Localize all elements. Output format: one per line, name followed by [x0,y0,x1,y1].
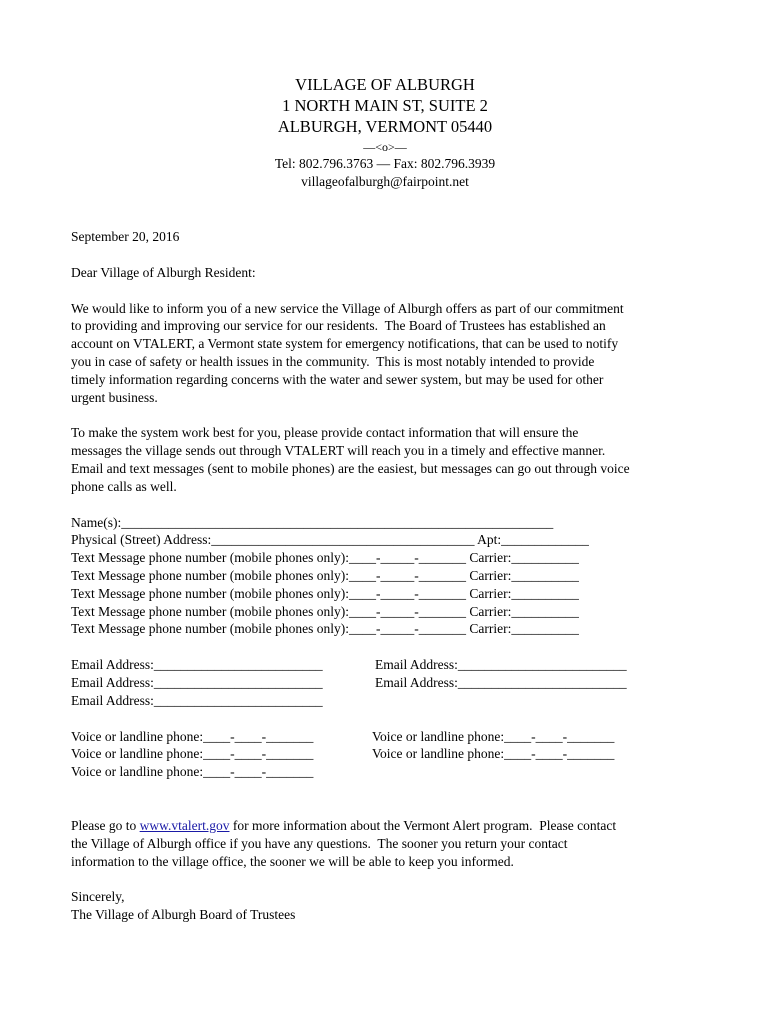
paragraph-line: To make the system work best for you, please provide contact information that will ensure the [71,425,579,441]
email-row [71,674,711,692]
voice-phone-field[interactable]: Voice or landline phone:____-____-_______ [71,728,314,744]
voice-phone-field[interactable]: Voice or landline phone:____-____-_______ [372,746,615,762]
text-phone-field[interactable]: Text Message phone number (mobile phones only):____-_____-_______ Carrier:__________ [71,567,579,583]
text-phone-field[interactable]: Text Message phone number (mobile phones only):____-_____-_______ Carrier:__________ [71,585,579,601]
contact-email: villageofalburgh@fairpoint.net [301,174,469,189]
text-phone-field[interactable]: Text Message phone number (mobile phones only):____-_____-_______ Carrier:__________ [71,603,579,619]
paragraph-line: We would like to inform you of a new service the Village of Alburgh offers as part of our commitment [71,300,624,316]
voice-row [71,728,711,746]
text-phone-field[interactable]: Text Message phone number (mobile phones only):____-_____-_______ Carrier:__________ [71,621,579,637]
paragraph-line: urgent business. [71,389,158,405]
header-divider: —<o>— [363,140,407,154]
paragraph-line: information to the village office, the sooner we will be able to keep you informed. [71,853,514,869]
letterhead [0,74,770,191]
paragraph-line: the Village of Alburgh office if you have any questions. The sooner you return your contact [71,835,568,851]
closing-after-link: for more information about the Vermont Alert program. Please contact [229,817,617,833]
email-field[interactable]: Email Address:_________________________ [71,674,323,690]
paragraph-line [71,817,711,835]
email-field[interactable]: Email Address:_________________________ [71,657,323,673]
address-line-2: ALBURGH, VERMONT 05440 [277,117,493,136]
email-field[interactable]: Email Address:_________________________ [71,692,323,708]
names-field[interactable]: Name(s):________________________________________________________________ [71,514,554,530]
paragraph-intro [71,300,711,407]
paragraph-line: phone calls as well. [71,478,177,494]
address-field[interactable]: Physical (Street) Address:_______________________________________ Apt:_____________ [71,532,589,548]
paragraph-closing [71,817,711,870]
paragraph-line: messages the village sends out through VTALERT will reach you in a timely and effective manner. [71,443,606,459]
voice-row [71,763,711,781]
closing-before-link: Please go to [71,817,140,833]
paragraph-line: you in case of safety or health issues in the community. This is most notably intended to provide [71,353,595,369]
salutation: Dear Village of Alburgh Resident: [71,264,256,280]
email-row [71,656,711,674]
paragraph-line: Email and text messages (sent to mobile phones) are the easiest, but messages can go out through voice [71,460,630,476]
signoff: Sincerely, [71,889,125,905]
voice-row [71,745,711,763]
paragraph-instructions [71,424,711,495]
vtalert-link[interactable]: www.vtalert.gov [139,817,230,833]
paragraph-line: timely information regarding concerns with the water and sewer system, but may be used for other [71,371,604,387]
email-row [71,692,711,710]
voice-phone-field[interactable]: Voice or landline phone:____-____-_______ [71,746,314,762]
org-name: VILLAGE OF ALBURGH [295,75,475,94]
address-line-1: 1 NORTH MAIN ST, SUITE 2 [282,96,488,115]
voice-phone-field[interactable]: Voice or landline phone:____-____-_______ [372,728,615,744]
contact-form [71,514,711,781]
email-field[interactable]: Email Address:_________________________ [375,674,627,690]
paragraph-line: account on VTALERT, a Vermont state system for emergency notifications, that can be used to notify [71,336,619,352]
voice-phone-field[interactable]: Voice or landline phone:____-____-_______ [71,764,314,780]
phone-fax: Tel: 802.796.3763 — Fax: 802.796.3939 [274,156,496,171]
paragraph-line: to providing and improving our service for our residents. The Board of Trustees has established an [71,318,606,334]
text-phone-field[interactable]: Text Message phone number (mobile phones only):____-_____-_______ Carrier:__________ [71,550,579,566]
letter-date: September 20, 2016 [71,229,180,244]
signature: The Village of Alburgh Board of Trustees [71,907,296,923]
letter-body [71,228,711,924]
email-field[interactable]: Email Address:_________________________ [375,657,627,673]
